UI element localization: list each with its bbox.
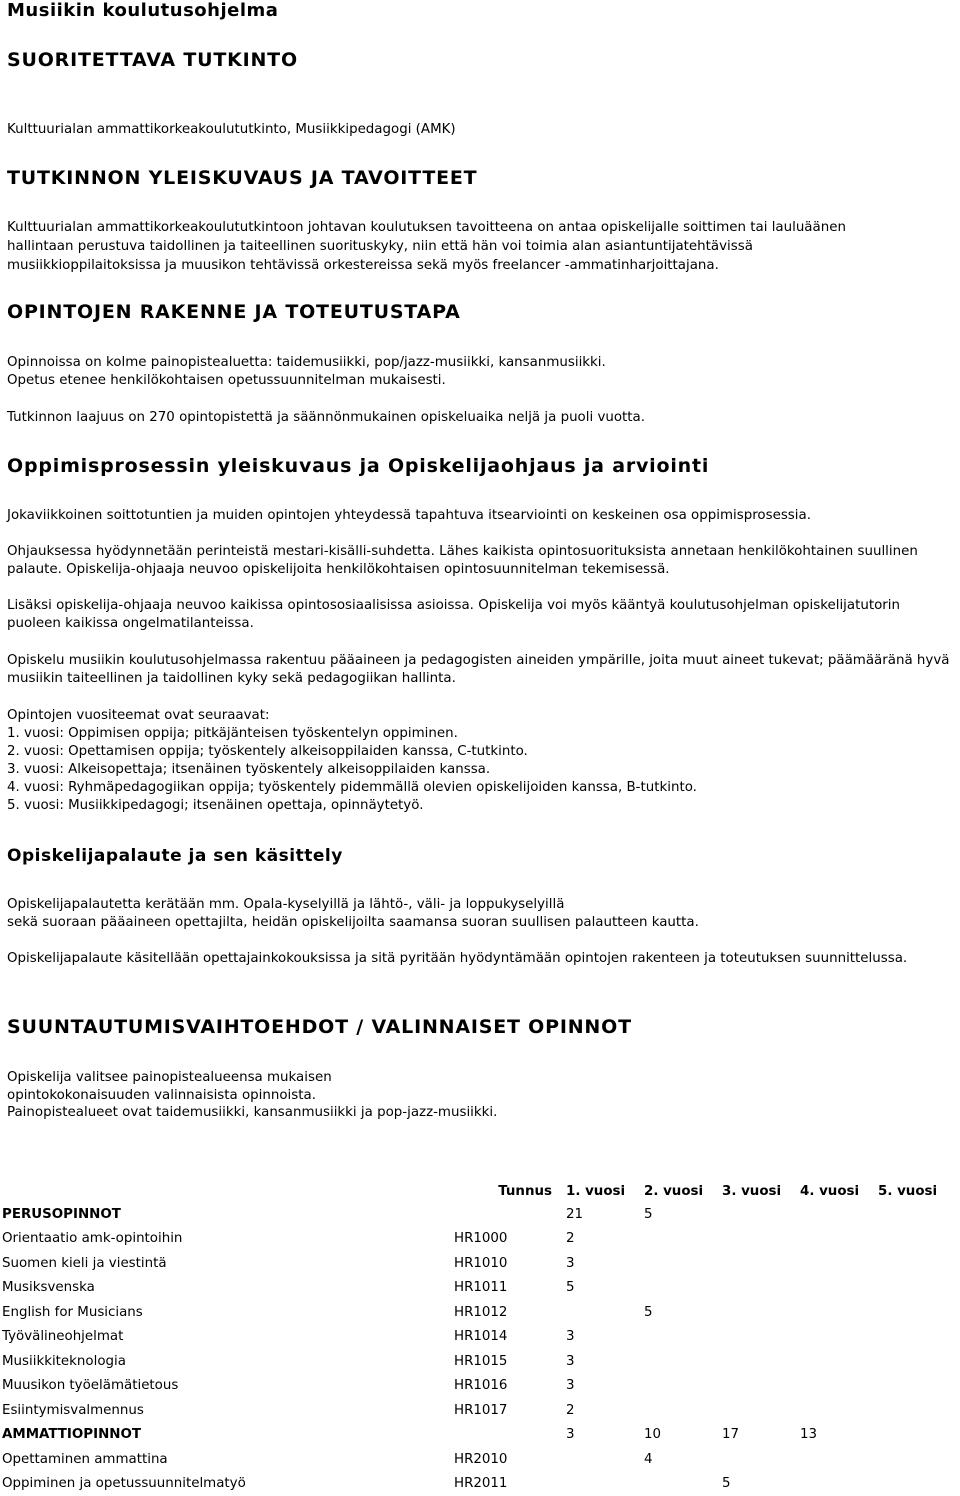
overview-heading: TUTKINNON YLEISKUVAUS JA TAVOITTEET	[7, 167, 477, 189]
list-item: 1. vuosi: Oppimisen oppija; pitkäjänteisen työskentelyn oppiminen.	[7, 725, 697, 743]
table-row	[2, 1349, 956, 1374]
course-name: Työvälineohjelmat	[2, 1325, 454, 1350]
credits-year-1: 3	[566, 1325, 644, 1350]
credits-year-3	[722, 1349, 800, 1374]
credits-year-4	[800, 1300, 878, 1325]
credits-year-4	[800, 1349, 878, 1374]
overview-line-1: Kulttuurialan ammattikorkeakoulututkintoon johtavan koulutuksen tavoitteena on antaa opiskelijalle soittimen tai lauluäänen	[7, 219, 846, 237]
credits-year-3	[722, 1227, 800, 1252]
credits-year-4	[800, 1398, 878, 1423]
credits-year-5	[878, 1374, 956, 1399]
table-row	[2, 1423, 956, 1448]
themes-intro: Opintojen vuositeemat ovat seuraavat:	[7, 707, 270, 725]
course-name: Oppiminen ja opetussuunnitelmatyö	[2, 1472, 454, 1496]
course-name: Muusikon työelämätietous	[2, 1374, 454, 1399]
credits-year-3	[722, 1374, 800, 1399]
table-body	[2, 1202, 956, 1496]
course-code: HR1011	[454, 1276, 566, 1301]
course-code: HR1016	[454, 1374, 566, 1399]
table-row	[2, 1276, 956, 1301]
credits-year-5	[878, 1276, 956, 1301]
credits-year-1: 21	[566, 1202, 644, 1227]
credits-year-2: 4	[644, 1447, 722, 1472]
credits-year-2	[644, 1276, 722, 1301]
course-code	[454, 1423, 566, 1448]
header-year-4: 4. vuosi	[800, 1180, 878, 1202]
credits-year-1	[566, 1447, 644, 1472]
course-code: HR1012	[454, 1300, 566, 1325]
credits-year-3	[722, 1447, 800, 1472]
table-row	[2, 1398, 956, 1423]
credits-year-2	[644, 1251, 722, 1276]
credits-year-4	[800, 1276, 878, 1301]
course-name: English for Musicians	[2, 1300, 454, 1325]
credits-year-3	[722, 1276, 800, 1301]
credits-year-2: 5	[644, 1300, 722, 1325]
credits-year-1: 3	[566, 1374, 644, 1399]
feedback-heading: Opiskelijapalaute ja sen käsittely	[7, 846, 343, 866]
credits-year-2: 10	[644, 1423, 722, 1448]
header-code: Tunnus	[454, 1180, 566, 1202]
electives-line-1: Opiskelija valitsee painopistealueensa mukaisen	[7, 1069, 332, 1087]
overview-line-2: hallintaan perustuva taidollinen ja taiteellinen suorituskyky, niin että hän voi toimia alan asiantuntijatehtävissä	[7, 238, 753, 256]
electives-line-3: Painopistealueet ovat taidemusiikki, kansanmusiikki ja pop-jazz-musiikki.	[7, 1104, 497, 1122]
structure-line-3: Tutkinnon laajuus on 270 opintopistettä ja säännönmukainen opiskeluaika neljä ja puoli vuotta.	[7, 409, 645, 427]
credits-year-1: 3	[566, 1251, 644, 1276]
credits-year-5	[878, 1202, 956, 1227]
structure-line-1: Opinnoissa on kolme painopistealuetta: taidemusiikki, pop/jazz-musiikki, kansanmusiikki.	[7, 354, 606, 372]
credits-year-1: 3	[566, 1349, 644, 1374]
degree-name: Kulttuurialan ammattikorkeakoulututkinto, Musiikkipedagogi (AMK)	[7, 121, 456, 139]
course-code: HR2011	[454, 1472, 566, 1496]
process-para-2: Ohjauksessa hyödynnetään perinteistä mestari-kisälli-suhdetta. Lähes kaikista opintosuorituksista annetaan henkilökohtainen suullinen palaute. Opiskelija-ohjaaja neuvoo opiskelijoita henkilökohtaisen opintosuunnitelman tekemisessä.	[7, 543, 952, 579]
course-name: Opettaminen ammattina	[2, 1447, 454, 1472]
course-code	[454, 1202, 566, 1227]
credits-year-5	[878, 1251, 956, 1276]
table-row	[2, 1374, 956, 1399]
electives-line-2: opintokokonaisuuden valinnaisista opinnoista.	[7, 1087, 316, 1105]
header-year-1: 1. vuosi	[566, 1180, 644, 1202]
credits-year-1	[566, 1300, 644, 1325]
credits-year-2	[644, 1349, 722, 1374]
list-item: 2. vuosi: Opettamisen oppija; työskentely alkeisoppilaiden kanssa, C-tutkinto.	[7, 743, 697, 761]
credits-year-2: 5	[644, 1202, 722, 1227]
credits-year-3	[722, 1251, 800, 1276]
page-title: Musiikin koulutusohjelma	[7, 0, 278, 21]
feedback-para: Opiskelijapalaute käsitellään opettajainkokouksissa ja sitä pyritään hyödyntämään opintojen rakenteen ja toteutuksen suunnittelussa.	[7, 950, 952, 968]
list-item: 4. vuosi: Ryhmäpedagogiikan oppija; työskentely pidemmällä olevien opiskelijoiden kanssa, B-tutkinto.	[7, 779, 697, 797]
header-year-3: 3. vuosi	[722, 1180, 800, 1202]
feedback-line-2: sekä suoraan pääaineen opettajilta, heidän opiskelijoilta saamansa suoran suullisen palautteen kautta.	[7, 914, 699, 932]
course-name: Esiintymisvalmennus	[2, 1398, 454, 1423]
credits-year-4	[800, 1374, 878, 1399]
credits-year-3: 17	[722, 1423, 800, 1448]
credits-year-2	[644, 1325, 722, 1350]
course-code: HR2010	[454, 1447, 566, 1472]
credits-year-2	[644, 1472, 722, 1496]
course-code: HR1015	[454, 1349, 566, 1374]
process-para-3: Lisäksi opiskelija-ohjaaja neuvoo kaikissa opintososiaalisissa asioissa. Opiskelija voi myös kääntyä koulutusohjelman opiskelijatutorin puoleen kaikissa ongelmatilanteissa.	[7, 597, 952, 633]
table-row	[2, 1447, 956, 1472]
table-row	[2, 1300, 956, 1325]
credits-year-5	[878, 1300, 956, 1325]
structure-line-2: Opetus etenee henkilökohtaisen opetussuunnitelman mukaisesti.	[7, 372, 446, 390]
course-name: Musiksvenska	[2, 1276, 454, 1301]
process-para-1: Jokaviikkoinen soittotuntien ja muiden opintojen yhteydessä tapahtuva itsearviointi on keskeinen osa oppimisprosessia.	[7, 507, 811, 525]
course-code: HR1010	[454, 1251, 566, 1276]
credits-year-3	[722, 1300, 800, 1325]
feedback-line-1: Opiskelijapalautetta kerätään mm. Opala-kyselyillä ja lähtö-, väli- ja loppukyselyillä	[7, 896, 564, 914]
credits-year-1: 2	[566, 1227, 644, 1252]
course-code: HR1017	[454, 1398, 566, 1423]
table-row	[2, 1202, 956, 1227]
credits-year-5	[878, 1447, 956, 1472]
themes-list	[7, 725, 697, 815]
table-row	[2, 1325, 956, 1350]
credits-year-4	[800, 1325, 878, 1350]
credits-year-5	[878, 1325, 956, 1350]
table-row	[2, 1251, 956, 1276]
course-code: HR1014	[454, 1325, 566, 1350]
course-name: Musiikkiteknologia	[2, 1349, 454, 1374]
credits-year-1	[566, 1472, 644, 1496]
table-row	[2, 1472, 956, 1496]
course-code: HR1000	[454, 1227, 566, 1252]
list-item: 5. vuosi: Musiikkipedagogi; itsenäinen opettaja, opinnäytetyö.	[7, 797, 697, 815]
structure-heading: OPINTOJEN RAKENNE JA TOTEUTUSTAPA	[7, 301, 461, 323]
credits-year-5	[878, 1472, 956, 1496]
course-name: AMMATTIOPINNOT	[2, 1423, 454, 1448]
credits-year-3	[722, 1398, 800, 1423]
credits-year-5	[878, 1398, 956, 1423]
table-header-row	[2, 1180, 956, 1202]
credits-year-2	[644, 1374, 722, 1399]
header-course	[2, 1180, 454, 1202]
credits-year-3: 5	[722, 1472, 800, 1496]
credits-year-4	[800, 1202, 878, 1227]
credits-year-4	[800, 1472, 878, 1496]
course-name: Orientaatio amk-opintoihin	[2, 1227, 454, 1252]
credits-year-4: 13	[800, 1423, 878, 1448]
process-heading: Oppimisprosessin yleiskuvaus ja Opiskelijaohjaus ja arviointi	[7, 455, 709, 477]
degree-heading: SUORITETTAVA TUTKINTO	[7, 49, 298, 71]
header-year-2: 2. vuosi	[644, 1180, 722, 1202]
credits-year-2	[644, 1227, 722, 1252]
credits-year-3	[722, 1325, 800, 1350]
credits-year-1: 3	[566, 1423, 644, 1448]
electives-heading: SUUNTAUTUMISVAIHTOEHDOT / VALINNAISET OPINNOT	[7, 1016, 632, 1038]
credits-year-5	[878, 1423, 956, 1448]
header-year-5: 5. vuosi	[878, 1180, 956, 1202]
table-row	[2, 1227, 956, 1252]
credits-year-5	[878, 1349, 956, 1374]
credits-year-4	[800, 1251, 878, 1276]
credits-year-1: 2	[566, 1398, 644, 1423]
course-table	[2, 1180, 956, 1496]
list-item: 3. vuosi: Alkeisopettaja; itsenäinen työskentely alkeisoppilaiden kanssa.	[7, 761, 697, 779]
process-para-4: Opiskelu musiikin koulutusohjelmassa rakentuu pääaineen ja pedagogisten aineiden ympärille, joita muut aineet tukevat; päämääränä hyvä musiikin taiteellinen ja taidollinen kyky sekä pedagogiikan hallinta.	[7, 652, 952, 688]
credits-year-2	[644, 1398, 722, 1423]
credits-year-4	[800, 1227, 878, 1252]
overview-line-3: musiikkioppilaitoksissa ja muusikon tehtävissä orkestereissa sekä myös freelancer -ammatinharjoittajana.	[7, 257, 719, 275]
credits-year-3	[722, 1202, 800, 1227]
credits-year-5	[878, 1227, 956, 1252]
course-name: Suomen kieli ja viestintä	[2, 1251, 454, 1276]
course-name: PERUSOPINNOT	[2, 1202, 454, 1227]
credits-year-1: 5	[566, 1276, 644, 1301]
credits-year-4	[800, 1447, 878, 1472]
